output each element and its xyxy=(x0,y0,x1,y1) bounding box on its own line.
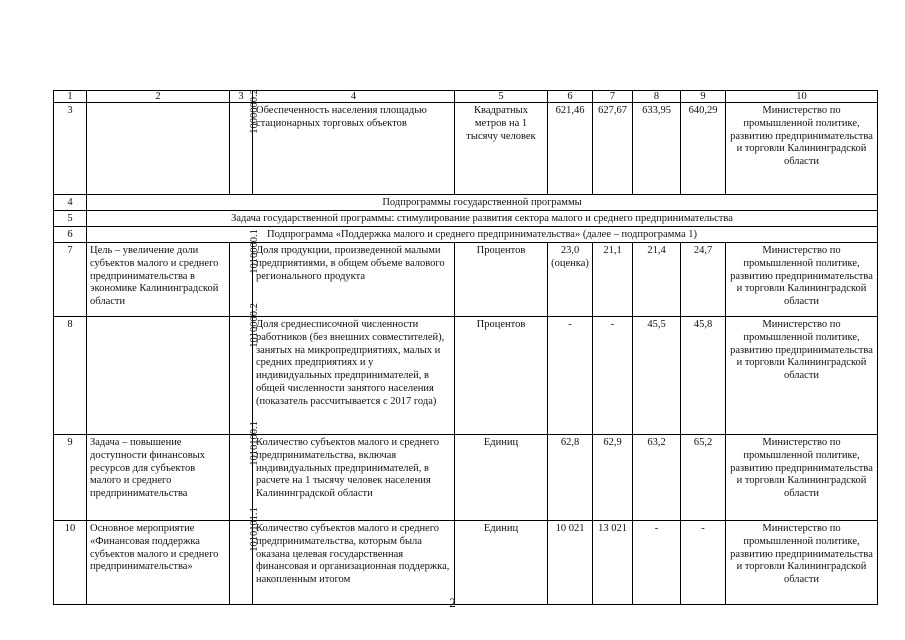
value-col9: 24,7 xyxy=(681,243,726,317)
header-row xyxy=(54,91,878,103)
column-header: 2 xyxy=(87,91,230,103)
indicator-name: Обеспеченность населения площадью стационарных торговых объектов xyxy=(253,103,455,195)
responsible-cell: Министерство по промышленной политике, развитию предпринимательства и торговли Калининградской области xyxy=(726,521,878,605)
table-row xyxy=(54,243,878,317)
value-col9: 45,8 xyxy=(681,317,726,435)
column-header: 10 xyxy=(726,91,878,103)
value-col7: 62,9 xyxy=(593,435,633,521)
column-header: 3 xyxy=(230,91,253,103)
row-number: 3 xyxy=(54,103,87,195)
indicator-code-text: 1010101.1 xyxy=(248,507,260,552)
indicator-name: Количество субъектов малого и среднего предпринимательства, которым была оказана целевая государственная финансовая и организационная поддержка, накопленным итогом xyxy=(253,521,455,605)
value-col8: 45,5 xyxy=(633,317,681,435)
row-number: 9 xyxy=(54,435,87,521)
indicator-name: Доля продукции, произведенной малыми предприятиями, в общем объеме валового регионального продукта xyxy=(253,243,455,317)
goal-cell: Задача – повышение доступности финансовых ресурсов для субъектов малого и среднего предпринимательства xyxy=(87,435,230,521)
table-row xyxy=(54,435,878,521)
value-col8: 63,2 xyxy=(633,435,681,521)
table-row xyxy=(54,317,878,435)
unit-cell: Процентов xyxy=(455,243,548,317)
indicator-code-text: 1010100.1 xyxy=(248,421,260,466)
value-col9: 640,29 xyxy=(681,103,726,195)
responsible-cell: Министерство по промышленной политике, развитию предпринимательства и торговли Калининградской области xyxy=(726,103,878,195)
value-col8: 21,4 xyxy=(633,243,681,317)
goal-cell: Основное мероприятие «Финансовая поддержка субъектов малого и среднего предпринимательства» xyxy=(87,521,230,605)
row-number: 5 xyxy=(54,211,87,227)
row-number: 10 xyxy=(54,521,87,605)
unit-cell: Квадратных метров на 1 тысячу человек xyxy=(455,103,548,195)
indicator-name: Количество субъектов малого и среднего предпринимательства, включая индивидуальных предпринимателей, в расчете на 1 тысячу человек населения Калининградской области xyxy=(253,435,455,521)
value-col7: 13 021 xyxy=(593,521,633,605)
value-col7: 627,67 xyxy=(593,103,633,195)
column-header: 5 xyxy=(455,91,548,103)
value-col6: 62,8 xyxy=(548,435,593,521)
value-col7: - xyxy=(593,317,633,435)
responsible-cell: Министерство по промышленной политике, развитию предпринимательства и торговли Калининградской области xyxy=(726,317,878,435)
value-col6: 23,0 (оценка) xyxy=(548,243,593,317)
column-header: 8 xyxy=(633,91,681,103)
value-col8: - xyxy=(633,521,681,605)
row-number: 7 xyxy=(54,243,87,317)
responsible-cell: Министерство по промышленной политике, развитию предпринимательства и торговли Калининградской области xyxy=(726,435,878,521)
table-row xyxy=(54,521,878,605)
value-col6: - xyxy=(548,317,593,435)
indicator-code-text: 1000000.2 xyxy=(248,89,260,134)
goal-cell xyxy=(87,103,230,195)
row-number: 8 xyxy=(54,317,87,435)
value-col8: 633,95 xyxy=(633,103,681,195)
section-row xyxy=(54,211,878,227)
row-number: 6 xyxy=(54,227,87,243)
section-row xyxy=(54,227,878,243)
value-col7: 21,1 xyxy=(593,243,633,317)
value-col6: 10 021 xyxy=(548,521,593,605)
unit-cell: Единиц xyxy=(455,435,548,521)
value-col6: 621,46 xyxy=(548,103,593,195)
indicator-table xyxy=(53,90,878,605)
section-title: Подпрограммы государственной программы xyxy=(87,195,878,211)
column-header: 6 xyxy=(548,91,593,103)
indicator-code-text: 1010000.2 xyxy=(248,303,260,348)
page-number: 2 xyxy=(449,595,456,610)
responsible-cell: Министерство по промышленной политике, развитию предпринимательства и торговли Калининградской области xyxy=(726,243,878,317)
indicator-code xyxy=(230,507,260,605)
column-header: 4 xyxy=(253,91,455,103)
goal-cell xyxy=(87,317,230,435)
goal-cell: Цель – увеличение доли субъектов малого и среднего предпринимательства в экономике Калининградской области xyxy=(87,243,230,317)
unit-cell: Единиц xyxy=(455,521,548,605)
row-number: 4 xyxy=(54,195,87,211)
value-col9: 65,2 xyxy=(681,435,726,521)
section-title: Задача государственной программы: стимулирование развития сектора малого и среднего предпринимательства xyxy=(87,211,878,227)
value-col9: - xyxy=(681,521,726,605)
column-header: 7 xyxy=(593,91,633,103)
section-title: Подпрограмма «Поддержка малого и среднего предпринимательства» (далее – подпрограмма 1) xyxy=(87,227,878,243)
indicator-code xyxy=(230,303,260,435)
unit-cell: Процентов xyxy=(455,317,548,435)
column-header: 1 xyxy=(54,91,87,103)
section-row xyxy=(54,195,878,211)
indicator-name: Доля среднесписочной численности работников (без внешних совместителей), занятых на микропредприятиях, малых и средних предприятиях и у индивидуальных предпринимателей, в общей численности занятого населения (показатель рассчитывается с 2017 года) xyxy=(253,317,455,435)
column-header: 9 xyxy=(681,91,726,103)
indicator-code xyxy=(230,89,260,195)
indicator-code-text: 1010000.1 xyxy=(248,229,260,274)
table-row xyxy=(54,103,878,195)
